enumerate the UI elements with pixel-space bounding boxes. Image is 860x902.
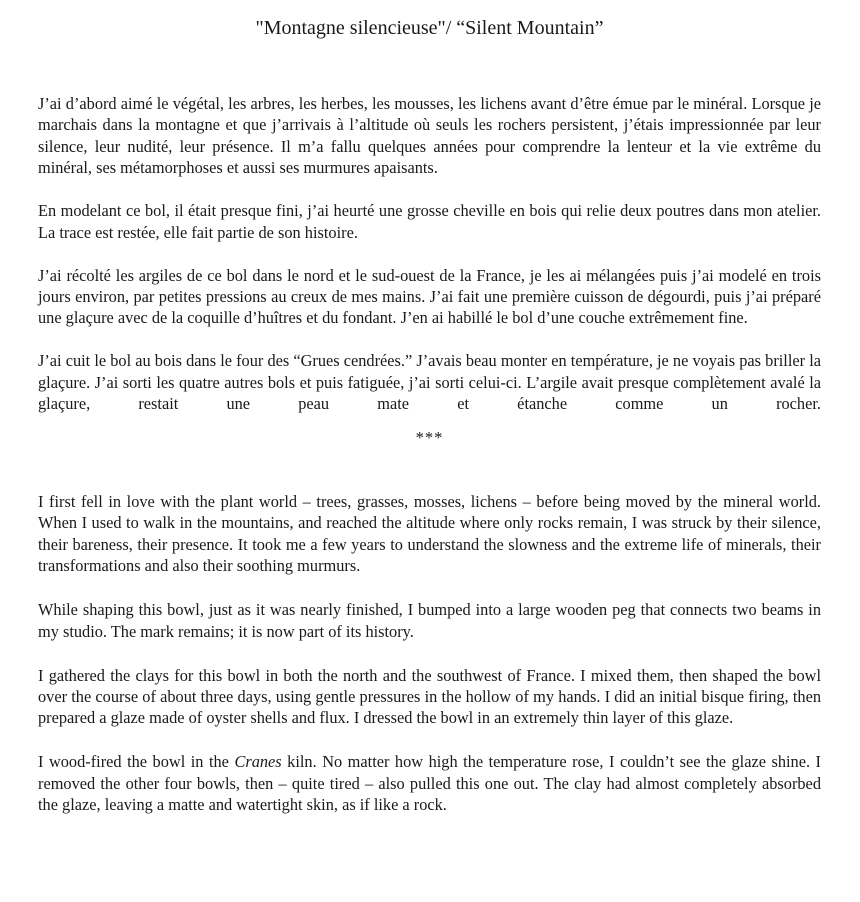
kiln-name-italic: Cranes	[234, 752, 282, 772]
french-paragraph-1: J’ai d’abord aimé le végétal, les arbres, les herbes, les mousses, les lichens avant d’être émue par le minéral. Lorsque je marchais dans la montagne et que j’arrivais à l’altitude où seuls les rochers persistent, j’étais impressionnée par leur silence, leur nudité, leur présence. Il m’a fallu quelques années pour comprendre la lenteur et la vie extrême du minéral, ses métamorphoses et aussi ses murmures apaisants.	[38, 94, 821, 178]
french-paragraph-3: J’ai récolté les argiles de ce bol dans le nord et le sud-ouest de la France, je les ai mélangées puis j’ai modelé en trois jours environ, par petites pressions au creux de mes mains. J’ai fait une première cuisson de dégourdi, puis j’ai préparé une glaçure avec de la coquille d’huîtres et du fondant. J’en ai habillé le bol d’une couche extrêmement fine.	[38, 265, 821, 328]
section-separator: ***	[415, 427, 444, 447]
english-paragraph-1: I first fell in love with the plant world – trees, grasses, mosses, lichens – before being moved by the mineral world. When I used to walk in the mountains, and reached the altitude where only rocks remain, I was struck by their silence, their bareness, their presence. It took me a few years to understand the slowness and the extreme life of minerals, their transformations and also their soothing murmurs.	[38, 492, 821, 576]
english-section	[38, 491, 821, 815]
document-page	[38, 14, 821, 838]
english-paragraph-3: I gathered the clays for this bowl in both the north and the southwest of France. I mixed them, then shaped the bowl over the course of about three days, using gentle pressures in the hollow of my hands. I did an initial bisque firing, then prepared a glaze made of oyster shells and flux. I dressed the bowl in an extremely thin layer of this glaze.	[38, 665, 821, 728]
english-paragraph-4	[38, 751, 821, 815]
english-paragraph-2: While shaping this bowl, just as it was nearly finished, I bumped into a large wooden peg that connects two beams in my studio. The mark remains; it is now part of its history.	[38, 600, 821, 641]
english-paragraph-4-start: I wood-fired the bowl in the	[38, 752, 235, 772]
document-title: "Montagne silencieuse"/ “Silent Mountain”	[255, 17, 604, 39]
french-paragraph-2: En modelant ce bol, il était presque fini, j’ai heurté une grosse cheville en bois qui relie deux poutres dans mon atelier. La trace est restée, elle fait partie de son histoire.	[38, 201, 821, 242]
french-paragraph-4: J’ai cuit le bol au bois dans le four des “Grues cendrées.” J’avais beau monter en température, je ne voyais pas briller la glaçure. J’ai sorti les quatre autres bols et puis fatiguée, j’ai sorti celui-ci. L’argile avait presque complètement avalé la glaçure, restait une peau mate et étanche comme un rocher.	[38, 351, 821, 414]
french-section	[38, 93, 821, 415]
english-paragraph-4-end: kiln. No matter how high the temperature rose, I couldn’t see the glaze shine. I removed the other four bowls, then – quite tired – also pulled this one out. The clay had almost completely absorbed the glaze, leaving a matte and watertight skin, as if like a rock.	[38, 752, 821, 815]
